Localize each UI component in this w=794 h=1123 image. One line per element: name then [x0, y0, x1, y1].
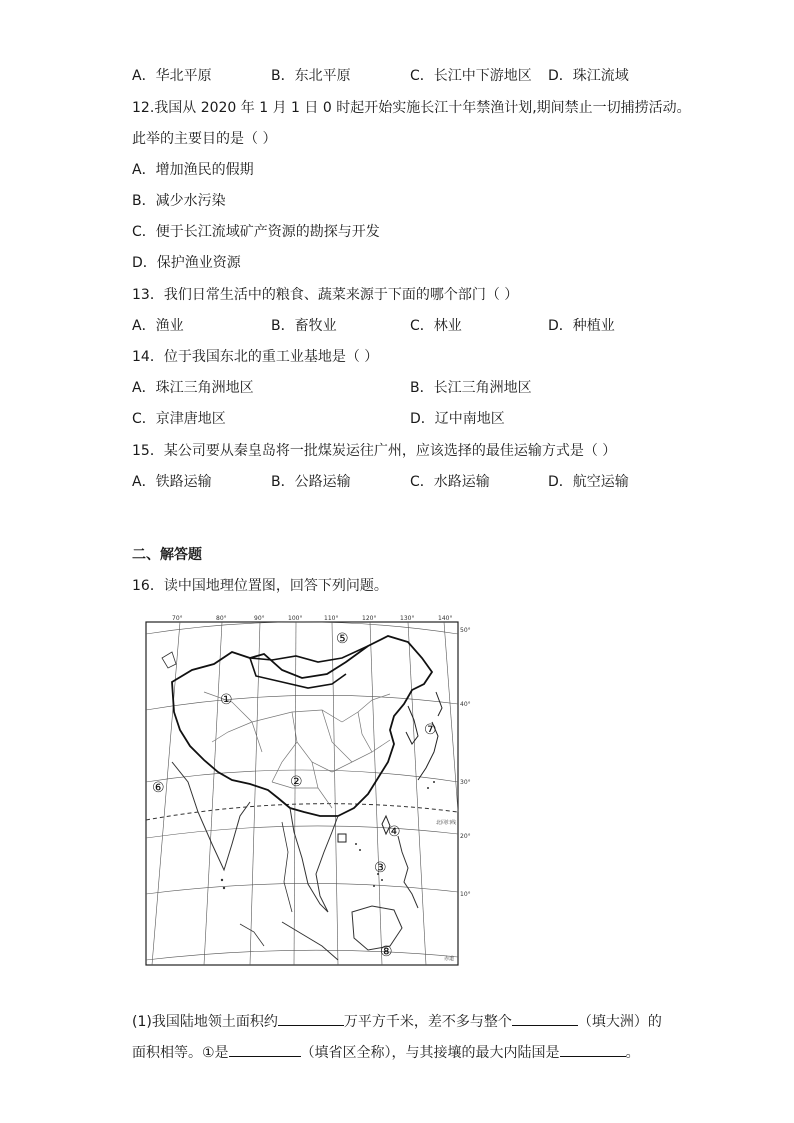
q15-option-d: D．航空运输 — [548, 474, 629, 490]
q14-option-b: B．长江三角洲地区 — [410, 380, 532, 396]
lon-label-90: 90° — [254, 615, 265, 622]
blank-continent[interactable] — [512, 1011, 578, 1026]
lon-label-100: 100° — [288, 615, 303, 622]
q16-sub1-text-d: 面积相等。①是 — [132, 1045, 229, 1061]
q13-option-b: B．畜牧业 — [271, 318, 337, 334]
blank-area[interactable] — [278, 1011, 344, 1026]
q16-sub1-text-a: (1)我国陆地领土面积约 — [132, 1014, 278, 1030]
q12-option-a: A．增加渔民的假期 — [132, 162, 254, 178]
q15-option-b: B．公路运输 — [271, 474, 351, 490]
map-frame — [146, 622, 458, 965]
marker-1: ① — [220, 692, 233, 708]
lon-label-70: 70° — [172, 615, 183, 622]
q13-stem: 13．我们日常生活中的粮食、蔬菜来源于下面的哪个部门（ ） — [132, 287, 519, 303]
china-location-map — [132, 612, 472, 970]
lon-label-110: 110° — [324, 615, 339, 622]
q14-stem: 14．位于我国东北的重工业基地是（ ） — [132, 349, 379, 365]
lat-label-20: 20° — [460, 833, 471, 840]
lat-label-10: 10° — [460, 891, 471, 898]
section-title: 二、解答题 — [132, 547, 202, 563]
blank-province[interactable] — [229, 1042, 301, 1057]
q16-sub1-line2 — [132, 1042, 640, 1064]
tropic-label: 北回归线 — [436, 820, 457, 826]
q16-sub1-text-e: （填省区全称），与其接壤的最大内陆国是 — [300, 1045, 560, 1061]
q11-option-a: A．华北平原 — [132, 68, 212, 84]
marker-8: ⑧ — [380, 944, 393, 960]
q13-option-a: A．渔业 — [132, 318, 184, 334]
q14-option-d: D．辽中南地区 — [410, 411, 505, 427]
q16-sub1-text-f: 。 — [625, 1045, 640, 1061]
q14-option-c: C．京津唐地区 — [132, 411, 226, 427]
q12-option-b: B．减少水污染 — [132, 193, 226, 209]
marker-4: ④ — [388, 824, 401, 840]
q16-stem: 16．读中国地理位置图，回答下列问题。 — [132, 578, 388, 594]
lat-label-30: 30° — [460, 779, 471, 786]
lat-label-50: 50° — [460, 627, 471, 634]
marker-2: ② — [290, 774, 303, 790]
q12-stem-line1: 12.我国从 2020 年 1 月 1 日 0 时起开始实施长江十年禁渔计划,期间禁止一切捕捞活动。 — [132, 100, 691, 116]
q12-stem-line2: 此举的主要目的是（ ） — [132, 131, 277, 147]
q11-option-b: B．东北平原 — [271, 68, 351, 84]
q16-sub1-text-c: （填大洲）的 — [577, 1014, 662, 1030]
q14-option-a: A．珠江三角洲地区 — [132, 380, 254, 396]
q15-option-c: C．水路运输 — [410, 474, 490, 490]
equator-label: 赤道 — [444, 956, 455, 962]
lat-label-40: 40° — [460, 701, 471, 708]
q16-sub1-text-b: 万平方千米，差不多与整个 — [343, 1014, 512, 1030]
blank-country[interactable] — [560, 1042, 626, 1057]
marker-7: ⑦ — [424, 722, 437, 738]
q15-option-a: A．铁路运输 — [132, 474, 212, 490]
lon-label-80: 80° — [216, 615, 227, 622]
lon-label-140: 140° — [438, 615, 453, 622]
q13-option-d: D．种植业 — [548, 318, 615, 334]
marker-5: ⑤ — [336, 631, 349, 647]
marker-6: ⑥ — [152, 780, 165, 796]
q11-option-c: C．长江中下游地区 — [410, 68, 532, 84]
lon-label-120: 120° — [362, 615, 377, 622]
q16-sub1-line1 — [132, 1011, 662, 1033]
marker-3: ③ — [374, 860, 387, 876]
q11-option-d: D．珠江流域 — [548, 68, 629, 84]
q12-option-c: C．便于长江流域矿产资源的勘探与开发 — [132, 224, 380, 240]
q15-stem: 15．某公司要从秦皇岛将一批煤炭运往广州，应该选择的最佳运输方式是（ ） — [132, 443, 617, 459]
q13-option-c: C．林业 — [410, 318, 462, 334]
lon-label-130: 130° — [400, 615, 415, 622]
q12-option-d: D．保护渔业资源 — [132, 255, 241, 271]
